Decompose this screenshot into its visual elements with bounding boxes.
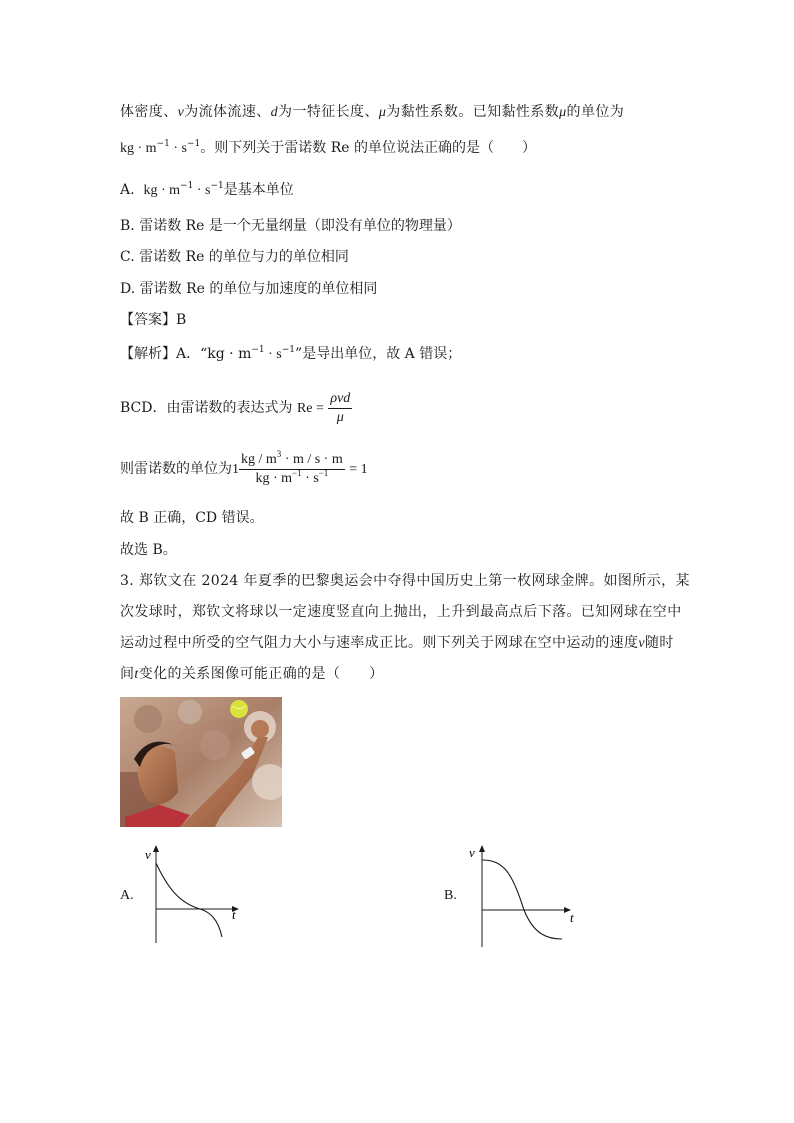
q3-stem-line3: 运动过程中所受的空气阻力大小与速率成正比。则下列关于网球在空中运动的速度v随时 [120,635,674,651]
tennis-player-photo [120,697,282,827]
axis-label-v: v [469,845,475,860]
reynolds-lhs: Re = [296,401,324,416]
q3-stem-line1: 3. 郑钦文在 2024 年夏季的巴黎奥运会中夺得中国历史上第一枚网球金牌。如图所示，某 [120,573,690,589]
q2-unit-derivation: 则雷诺数的单位为1 $\frac{kg / m^3 \cdot m / s \cdot m}{kg \cdot m^{-1} \cdot s^{-1}}$ = 1 [120,448,368,486]
velocity-curve-b [482,860,562,939]
q2-final-choice: 故选 B。 [120,542,177,558]
q3-option-b-graph [466,843,582,949]
q2-stem-line1: 体密度、v为流体流速、d为一特征长度、μ为黏性系数。已知黏性系数μ的单位为 [120,104,625,120]
unit-fraction: $\frac{kg / m^3 \cdot m / s \cdot m}{kg \cdot m^{-1} \cdot s^{-1}}$ [241,448,343,486]
q2-option-c: C. 雷诺数 Re 的单位与力的单位相同 [120,249,349,265]
q2-analysis-a: 【解析】A．“kg · $m^{-1} \cdot s^{-1}$”是导出单位，故 A 错误； [120,345,462,362]
v-axis-arrow-icon [479,845,485,852]
q3-option-a-graph [140,843,250,945]
v-axis-arrow-icon [153,845,159,852]
reynolds-fraction: $\frac{\text{ρvd}}{\mu}$ [330,390,351,425]
velocity-curve-a [156,863,222,937]
q3-option-b-label: B. [444,888,457,903]
q2-option-a: A. kg · $m^{-1} \cdot s^{-1}$是基本单位 [120,181,294,198]
q2-analysis-bcd: BCD．由雷诺数的表达式为 Re = $\frac{\text{ρvd}}{\mu}$ [120,390,351,425]
q3-stem-line2: 次发球时，郑钦文将球以一定速度竖直向上抛出，上升到最高点后下落。已知网球在空中 [120,604,682,620]
q2-option-b: B. 雷诺数 Re 是一个无量纲量（即没有单位的物理量） [120,218,461,234]
axis-label-v: v [145,847,151,862]
axis-label-t: t [570,910,574,925]
axis-label-t: t [232,907,236,922]
q3-option-a-label: A. [120,888,134,903]
q2-answer: 【答案】B [120,312,187,328]
q3-stem-line4: 间t变化的关系图像可能正确的是（ ） [120,666,384,682]
q2-conclusion: 故 B 正确，CD 错误。 [120,510,264,526]
q2-option-d: D. 雷诺数 Re 的单位与加速度的单位相同 [120,281,378,297]
q2-stem-line2: kg · $m^{-1} \cdot s^{-1}$。则下列关于雷诺数 Re 的单位说法正确的是（ ） [120,139,536,156]
